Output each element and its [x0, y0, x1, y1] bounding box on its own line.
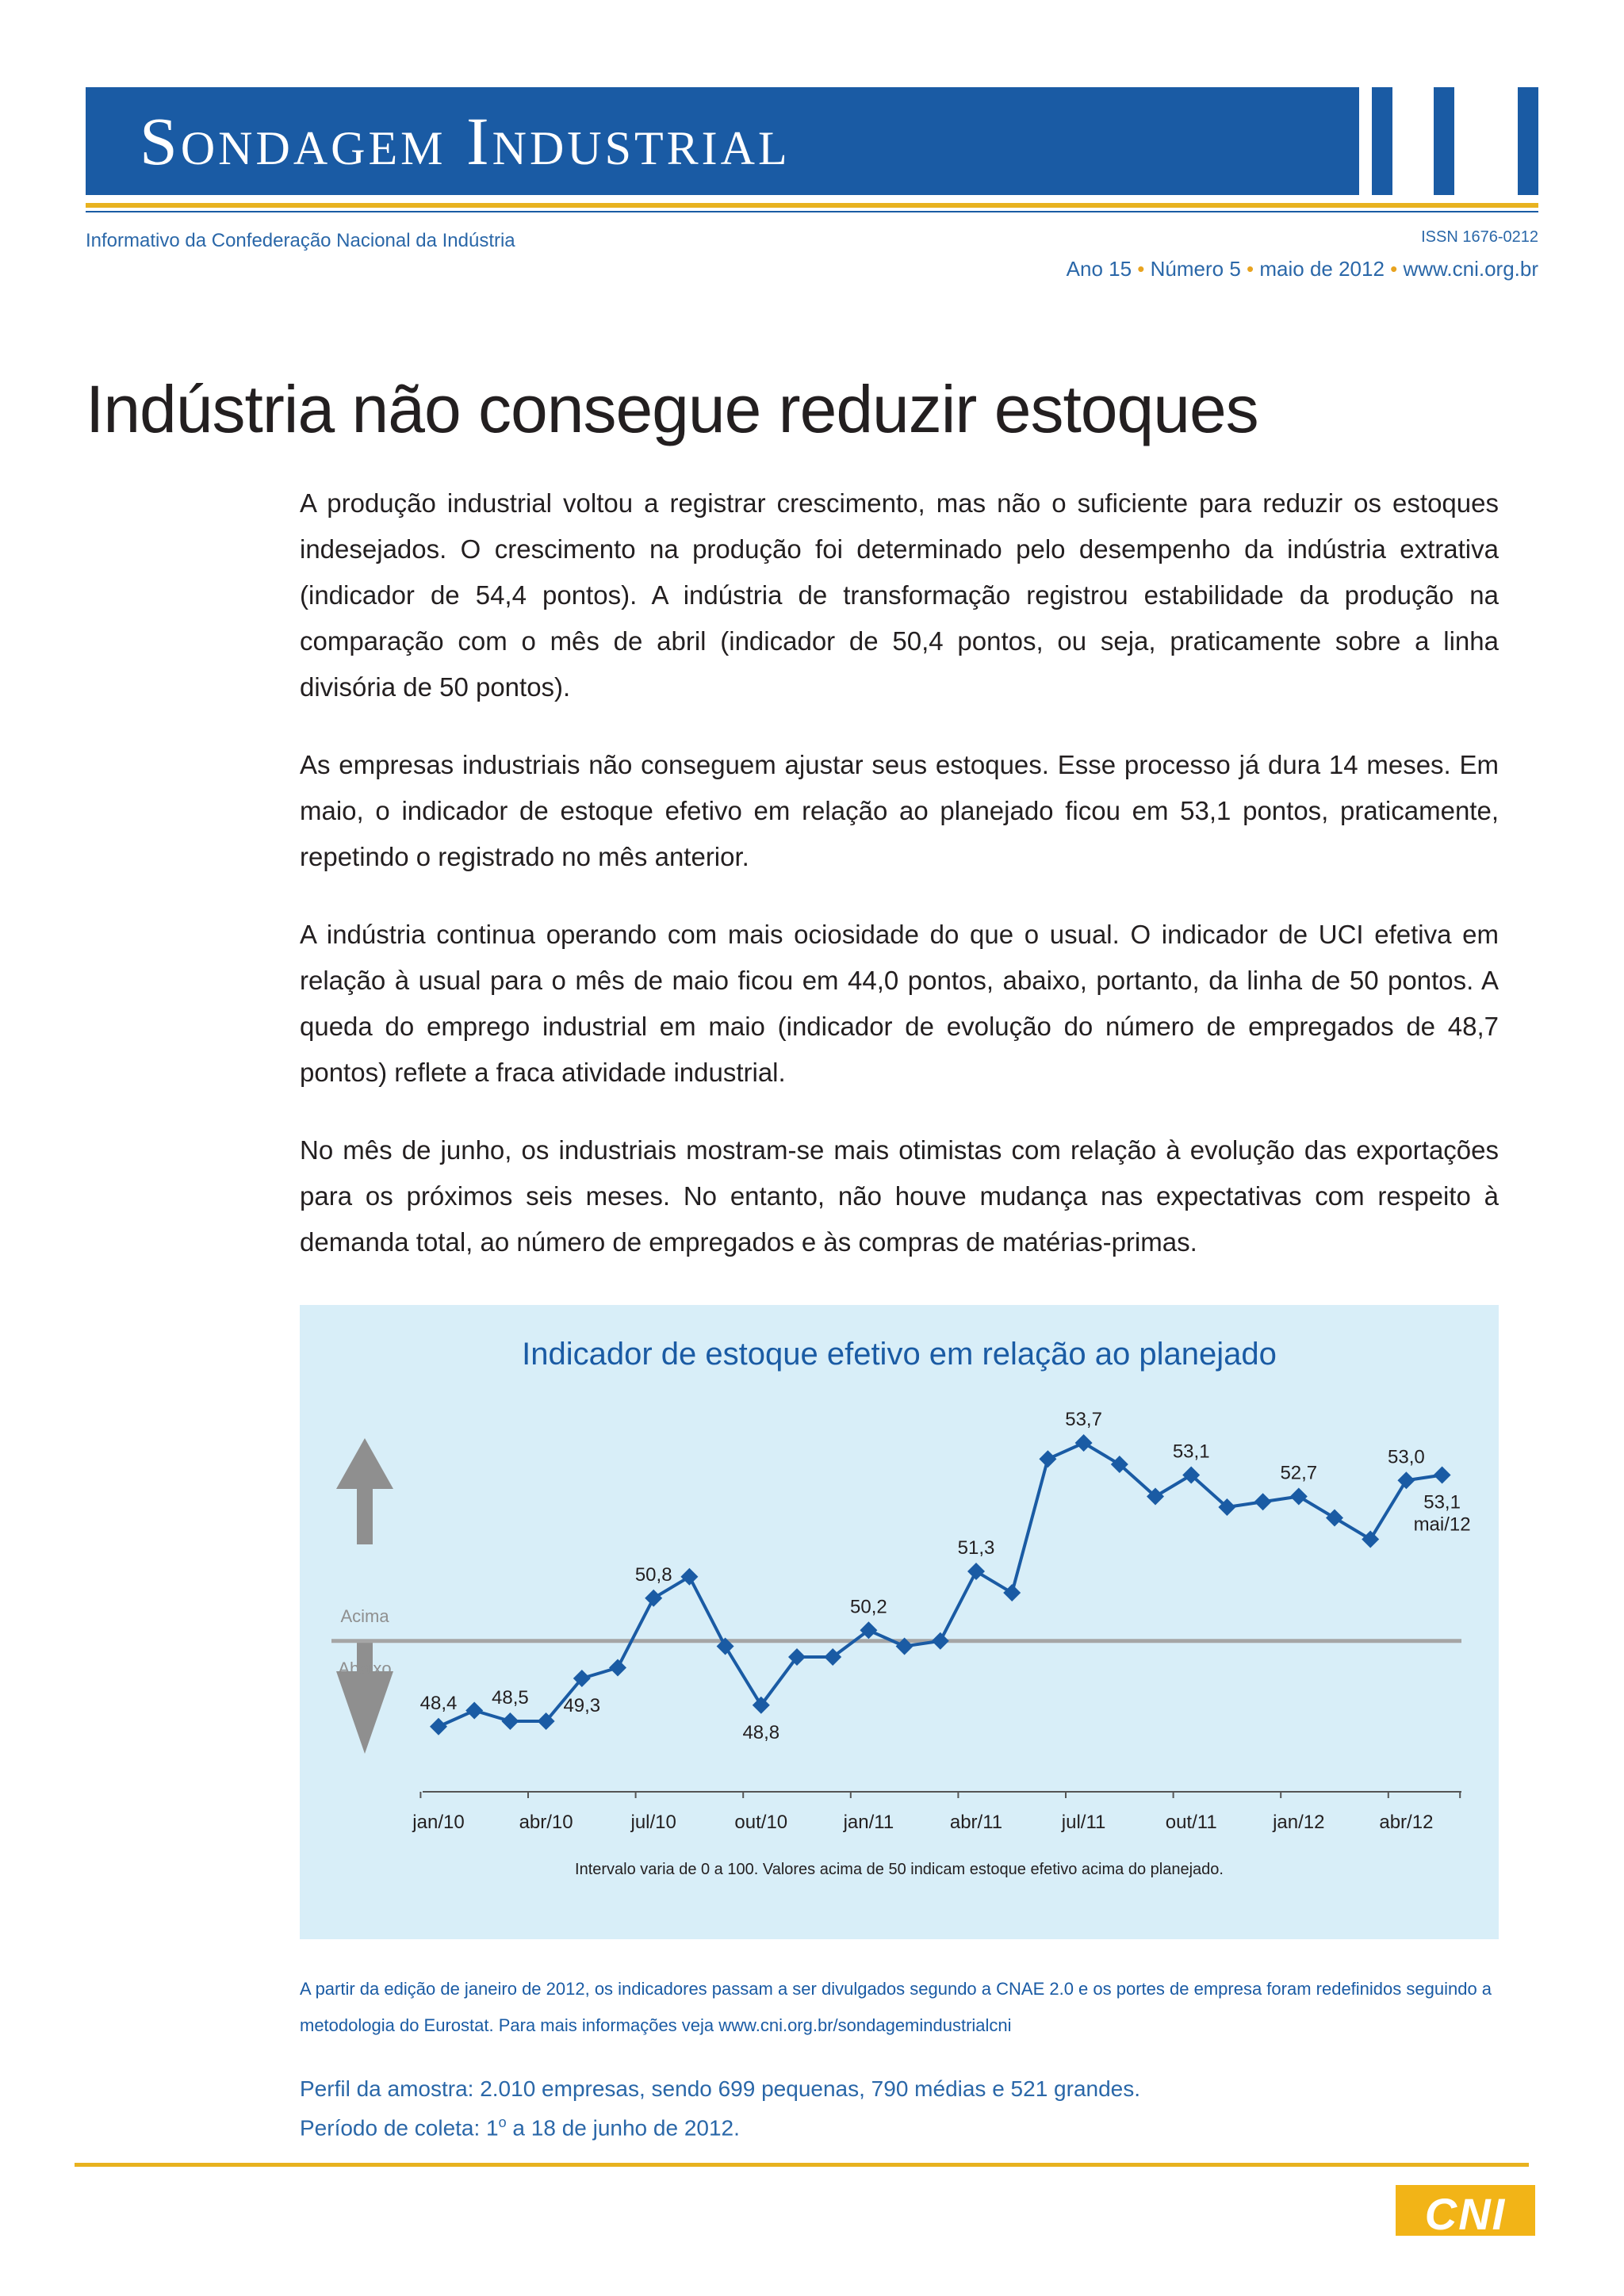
data-point	[1075, 1434, 1093, 1452]
data-point	[1326, 1510, 1343, 1527]
masthead-bar	[1372, 87, 1392, 195]
divider-gold	[75, 2163, 1529, 2167]
period-prefix: Período de coleta: 1	[300, 2115, 499, 2141]
data-label: 48,8	[742, 1721, 780, 1743]
data-point	[1254, 1493, 1272, 1510]
bullet-dot: •	[1390, 257, 1398, 281]
article-body	[300, 480, 1499, 1297]
publication-subtitle: Informativo da Confederação Nacional da Indústria	[86, 230, 515, 251]
data-point	[1397, 1471, 1415, 1489]
data-point	[967, 1563, 985, 1580]
data-label: mai/12	[1413, 1513, 1471, 1536]
divider-blue	[86, 211, 1538, 212]
data-point	[1003, 1584, 1021, 1601]
x-tick-label: jan/10	[412, 1812, 465, 1833]
x-tick-label: abr/12	[1379, 1812, 1434, 1833]
data-label: 53,1	[1172, 1441, 1210, 1463]
data-label: 53,7	[1065, 1409, 1102, 1430]
period-sup: o	[498, 2114, 507, 2130]
paragraph: A produção industrial voltou a registrar crescimento, mas não o suficiente para reduzir os estoques indesejados. O crescimento na produção foi determinado pelo desempenho da indústria extrativa (indicador de 54,4 pontos). A indústria de transformação registrou estabilidade da produção na comparação com o mês de abril (indicador de 50,4 pontos, ou seja, praticamente sobre a linha divisória de 50 pontos).	[300, 488, 1499, 702]
period-suffix: a 18 de junho de 2012.	[506, 2115, 740, 2141]
x-tick-label: abr/11	[949, 1812, 1003, 1833]
bullet-dot: •	[1137, 257, 1145, 281]
series-line	[439, 1443, 1442, 1727]
headline: Indústria não consegue reduzir estoques	[86, 372, 1258, 446]
data-label: 52,7	[1280, 1462, 1318, 1484]
arrow-up-icon	[336, 1438, 393, 1544]
issn: ISSN 1676-0212	[1421, 228, 1538, 246]
issue-date: maio de 2012	[1259, 257, 1385, 281]
data-label: 50,8	[634, 1563, 672, 1586]
paragraph: A indústria continua operando com mais ociosidade do que o usual. O indicador de UCI efetiva em relação à usual para o mês de maio ficou em 44,0 pontos, abaixo, portanto, da linha de 50 pontos. A queda do emprego industrial em maio (indicador de evolução do número de empregados de 48,7 pontos) reflete a fraca atividade industrial.	[300, 920, 1499, 1087]
data-point	[1039, 1450, 1056, 1468]
line-chart	[300, 1305, 1499, 1939]
data-point	[1434, 1467, 1451, 1484]
divider-gold	[86, 203, 1538, 208]
data-label: 48,4	[419, 1692, 458, 1714]
issue-year: Ano 15	[1066, 257, 1132, 281]
paragraph: As empresas industriais não conseguem ajustar seus estoques. Esse processo já dura 14 meses. Em maio, o indicador de estoque efetivo em relação ao planejado ficou em 53,1 pontos, praticamente, repetindo o registrado no mês anterior.	[300, 750, 1499, 871]
x-tick-label: out/10	[734, 1812, 788, 1833]
bullet-dot: •	[1247, 257, 1254, 281]
cni-logo	[1396, 2185, 1535, 2239]
data-point	[1290, 1488, 1308, 1506]
chart-note: Intervalo varia de 0 a 100. Valores acima de 50 indicam estoque efetivo acima do planejado.	[575, 1861, 1224, 1878]
site-link[interactable]: www.cni.org.br	[1403, 257, 1538, 281]
sample-info	[300, 2072, 1140, 2145]
data-point	[430, 1718, 447, 1735]
x-tick-label: jan/12	[1273, 1812, 1325, 1833]
paragraph: No mês de junho, os industriais mostram-se mais otimistas com relação à evolução das exportações para os próximos seis meses. No entanto, não houve mudança nas expectativas com respeito à demanda total, ao número de empregados e às compras de matérias-primas.	[300, 1135, 1499, 1257]
x-tick-label: jul/10	[630, 1812, 676, 1833]
logo-text: CNI	[1424, 2189, 1507, 2239]
data-label: 48,5	[492, 1687, 529, 1709]
chart-panel	[300, 1305, 1499, 1939]
below-label: Abaixo	[338, 1658, 392, 1678]
above-label: Acima	[340, 1605, 389, 1626]
data-point	[501, 1712, 519, 1730]
data-point	[680, 1568, 698, 1586]
issue-info	[1067, 257, 1538, 281]
data-label: 51,3	[957, 1537, 995, 1559]
data-point	[1362, 1531, 1379, 1548]
sample-profile: Perfil da amostra: 2.010 empresas, sendo 699 pequenas, 790 médias e 521 grandes.	[300, 2076, 1141, 2101]
data-point	[645, 1590, 662, 1607]
x-tick-label: jan/11	[843, 1812, 894, 1833]
data-label: 53,0	[1388, 1446, 1425, 1468]
masthead-banner	[86, 87, 1359, 195]
collection-period	[300, 2106, 1140, 2145]
issue-number: Número 5	[1150, 257, 1241, 281]
masthead-bar	[1518, 87, 1538, 195]
x-tick-label: jul/11	[1061, 1812, 1106, 1833]
data-point	[465, 1702, 483, 1720]
x-tick-label: out/11	[1165, 1812, 1217, 1833]
chart-title: Indicador de estoque efetivo em relação ao planejado	[522, 1337, 1277, 1372]
methodology-note: A partir da edição de janeiro de 2012, os indicadores passam a ser divulgados segundo a CNAE 2.0 e os portes de empresa foram redefinidos seguindo a metodologia do Eurostat. Para mais informações veja www.cni.org.br/sondagemindustrialcni	[300, 1979, 1492, 2035]
data-label: 50,2	[850, 1596, 887, 1618]
data-point	[932, 1632, 949, 1650]
masthead-bar	[1434, 87, 1454, 195]
data-label: 49,3	[563, 1695, 601, 1716]
x-tick-label: abr/10	[519, 1812, 573, 1833]
data-point	[609, 1659, 626, 1677]
publication-title: Sondagem Industrial	[140, 103, 791, 179]
data-label: 53,1	[1423, 1491, 1461, 1513]
